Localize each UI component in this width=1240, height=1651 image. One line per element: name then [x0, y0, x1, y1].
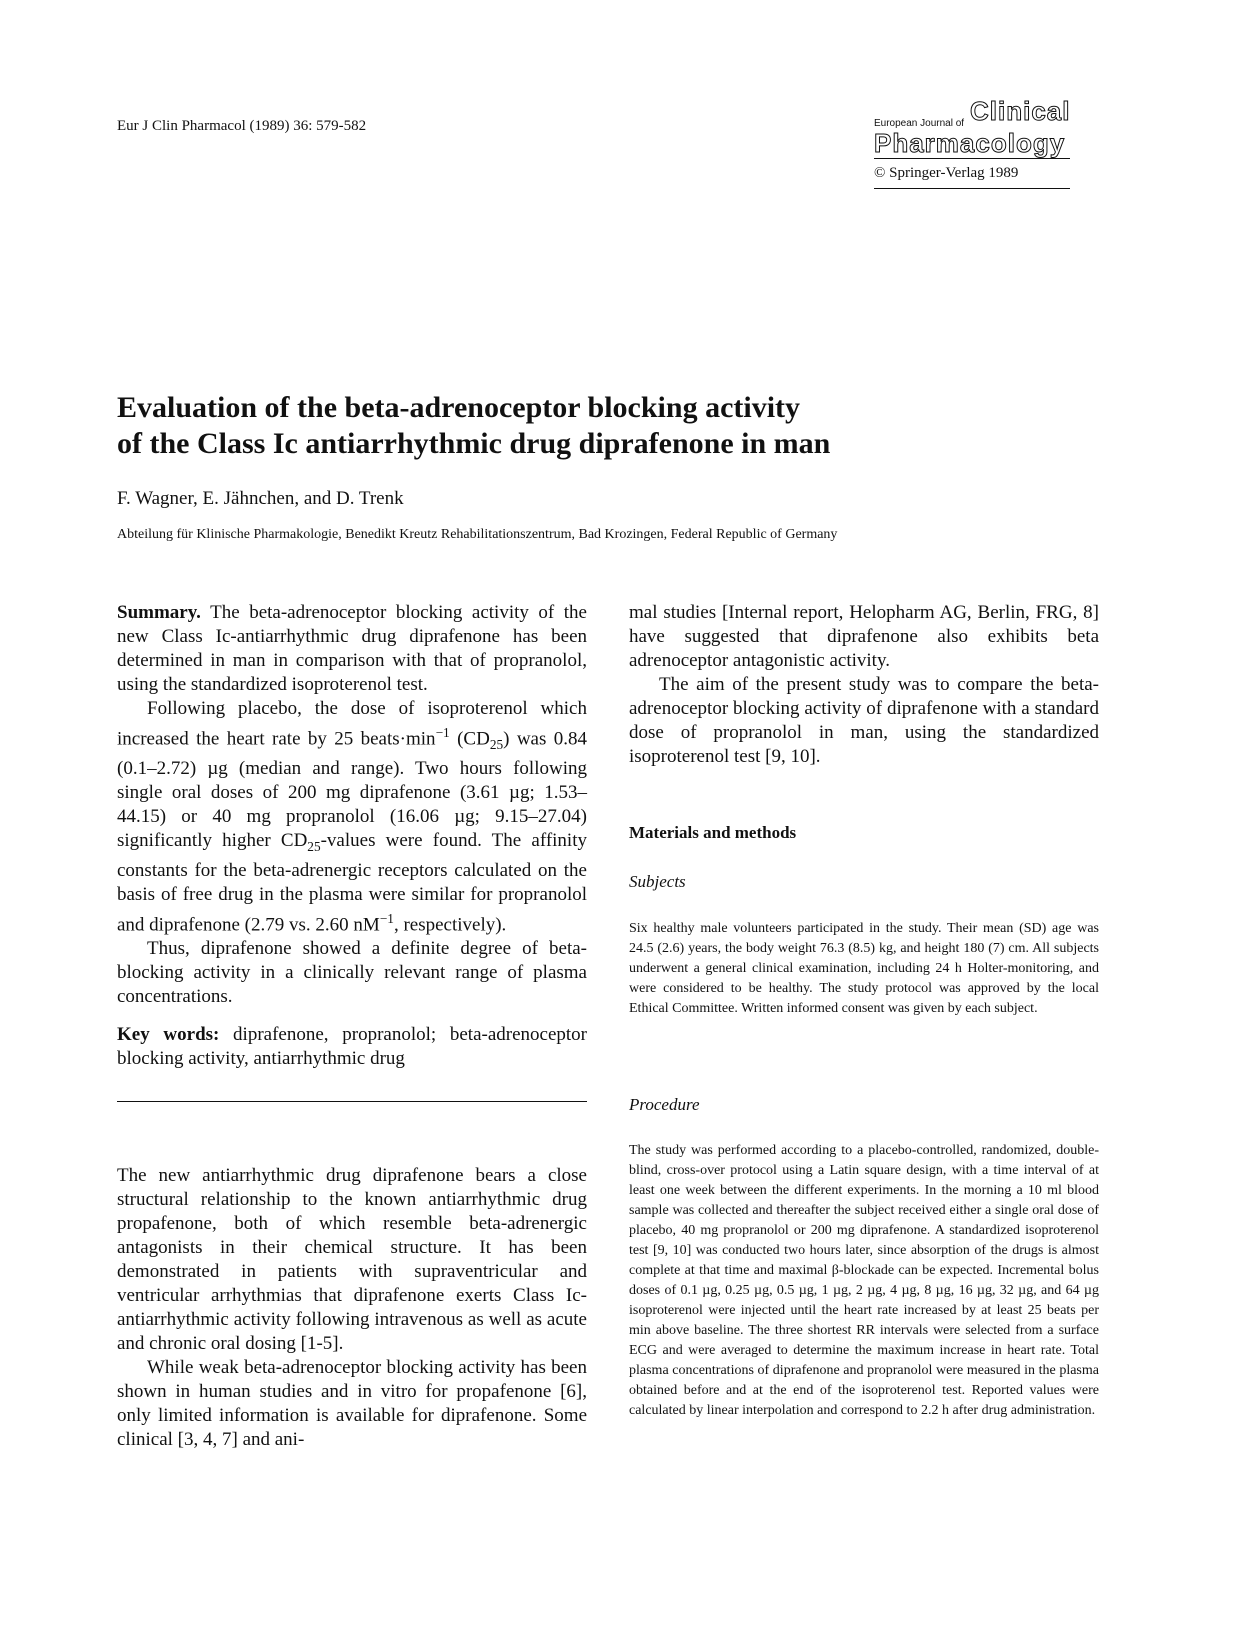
- authors: F. Wagner, E. Jähnchen, and D. Trenk: [117, 488, 404, 509]
- journal-logo-word-clinical: Clinical: [970, 96, 1071, 126]
- summary-section: [117, 601, 587, 1071]
- journal-logo-word-pharmacology: Pharmacology: [874, 128, 1066, 158]
- summary-sup-2: −1: [379, 910, 394, 926]
- summary-sup-1: −1: [435, 725, 450, 740]
- summary-text-2e: , respectively).: [393, 914, 507, 936]
- subjects-text: Six healthy male volunteers participated in the study. Their mean (SD) age was 24.5 (2.6) years, the body weight 76.3 (8.5) kg, and height 180 (7) cm. All subjects underwent a general clinical examination, including 24 h Holter-monitoring, and were considered to be healthy. The study protocol was approved by the local Ethical Committee. Written informed consent was given by each subject.: [629, 921, 1099, 1016]
- keywords: [117, 1023, 587, 1071]
- journal-masthead: [874, 96, 1071, 189]
- article-title: [117, 390, 1017, 462]
- intro-cont-paragraph-1: mal studies [Internal report, Helopharm AG, Berlin, FRG, 8] have suggested that diprafenone also exhibits beta adrenoceptor antagonistic activity.: [629, 602, 1099, 671]
- procedure-heading: Procedure: [629, 1095, 700, 1114]
- summary-sub-1: 25: [489, 737, 504, 753]
- introduction-section: [117, 1164, 587, 1452]
- introduction-continued: [629, 601, 1099, 769]
- journal-citation: Eur J Clin Pharmacol (1989) 36: 579-582: [117, 118, 367, 134]
- title-line-2: of the Class Ic antiarrhythmic drug diprafenone in man: [117, 427, 831, 460]
- summary-text-2b: (CD: [449, 728, 490, 750]
- journal-logo: [874, 96, 1071, 158]
- intro-cont-paragraph-2: The aim of the present study was to compare the beta-adrenoceptor blocking activity of diprafenone with a standard dose of propranolol in man, using the standardized isoproterenol test [9, 10].: [629, 674, 1099, 767]
- journal-logo-small-text: European Journal of: [874, 118, 965, 129]
- methods-heading: Materials and methods: [629, 823, 797, 842]
- summary-text-1: The beta-adrenoceptor blocking activity of the new Class Ic-antiarrhythmic drug diprafenone has been determined in man in comparison with that of propranolol, using the standardized isoproterenol test.: [117, 602, 587, 695]
- summary-paragraph-2: [117, 697, 587, 937]
- summary-text-2d: -values were found. The affinity constants for the beta-adrenergic receptors calculated on the basis of free drug in the plasma were similar for propranolol and diprafenone (2.79 vs. 2.60 nM: [117, 830, 587, 936]
- affiliation: Abteilung für Klinische Pharmakologie, Benedikt Kreutz Rehabilitationszentrum, Bad Krozingen, Federal Republic of Germany: [117, 527, 838, 542]
- summary-label: Summary.: [117, 602, 201, 623]
- title-line-1: Evaluation of the beta-adrenoceptor blocking activity: [117, 391, 801, 424]
- summary-paragraph-3: Thus, diprafenone showed a definite degree of beta-blocking activity in a clinically relevant range of plasma concentrations.: [117, 938, 587, 1008]
- summary-paragraph-1: [117, 601, 587, 697]
- procedure-text: The study was performed according to a placebo-controlled, randomized, double-blind, cross-over protocol using a Latin square design, with a time interval of at least one week between the different experiments. In the morning a 10 ml blood sample was collected and thereafter the subject received either a single oral dose of placebo, 40 mg propranolol or 200 mg diprafenone. A standardized isoproterenol test [9, 10] was conducted two hours later, since absorption of the drugs is almost complete at that time and maximal β-blockade can be expected. Incremental bolus doses of 0.1 µg, 0.25 µg, 0.5 µg, 1 µg, 2 µg, 4 µg, 8 µg, 16 µg, 32 µg, and 64 µg isoproterenol were injected until the heart rate increased by at least 25 beats per min above baseline. The three shortest RR intervals were selected from a surface ECG and were averaged to determine the maximum increase in heart rate. Total plasma concentrations of diprafenone and propranolol were measured in the plasma obtained before and at the end of the isoproterenol test. Reported values were calculated by linear interpolation and correspond to 2.2 h after drug administration.: [629, 1143, 1099, 1418]
- summary-text-2a: Following placebo, the dose of isoproterenol which increased the heart rate by 25 beats·min: [117, 698, 587, 750]
- keywords-label: Key words:: [117, 1024, 220, 1046]
- publisher-copyright: © Springer-Verlag 1989: [874, 159, 1070, 189]
- keywords-text: diprafenone, propranolol; beta-adrenoceptor blocking activity, antiarrhythmic drug: [117, 1024, 588, 1070]
- summary-text-2c: ) was 0.84 (0.1–2.72) µg (median and range). Two hours following single oral doses of 200 mg diprafenone (3.61 µg; 1.53–44.15) or 40 mg propranolol (16.06 µg; 9.15–27.04) significantly higher CD: [117, 728, 587, 852]
- intro-paragraph-1: The new antiarrhythmic drug diprafenone bears a close structural relationship to the known antiarrhythmic drug propafenone, both of which resemble beta-adrenergic antagonists in their chemical structure. It has been demonstrated in patients with supraventricular and ventricular arrhythmias that diprafenone exerts Class Ic-antiarrhythmic activity following intravenous as well as acute and chronic oral dosing [1-5].: [117, 1165, 587, 1354]
- summary-divider: [117, 1101, 587, 1102]
- intro-paragraph-2: While weak beta-adrenoceptor blocking activity has been shown in human studies and in vitro for propafenone [6], only limited information is available for diprafenone. Some clinical [3, 4, 7] and ani-: [117, 1357, 587, 1450]
- summary-sub-2: 25: [307, 838, 321, 854]
- subjects-heading: Subjects: [629, 872, 686, 891]
